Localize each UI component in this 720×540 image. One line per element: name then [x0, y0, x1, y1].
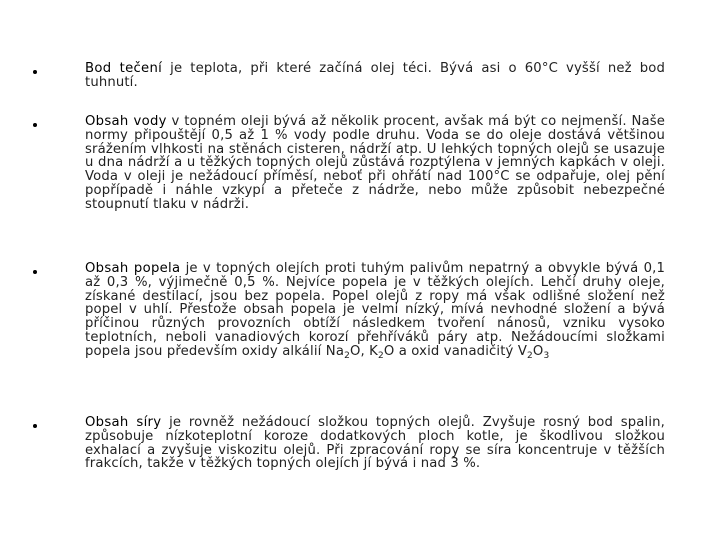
paragraph-water-content — [85, 115, 665, 212]
subscript-k: 2 — [377, 350, 384, 361]
formula-text-v: O a oxid vanadičitý V — [383, 343, 528, 359]
paragraph-sulfur-content — [85, 416, 665, 471]
paragraph-ash-content — [85, 262, 665, 359]
subscript-v: 2 — [527, 350, 533, 361]
bullet-icon — [33, 70, 37, 74]
bullet-icon — [33, 123, 37, 127]
bullet-icon — [33, 424, 37, 428]
term-sulfur-content: Obsah síry — [85, 415, 162, 430]
body-sulfur-content: je rovněž nežádoucí složkou topných olejů. Zvyšuje rosný bod spalin, způsobuje nízkoteplotní koroze dodatkových ploch kotle, je škodlivou složkou exhalací a zvyšuje viskozitu olejů. Při zpracování ropy se síra koncentruje v těžších frakcích, takže v těžkých topných olejích jí bývá i nad 3 %. — [85, 415, 665, 472]
term-water-content: Obsah vody — [85, 114, 167, 129]
body-pour-point: je teplota, při které začíná olej téci. Bývá asi o 60°C vyšší než bod tuhnutí. — [85, 61, 665, 90]
body-water-content: v topném oleji bývá až několik procent, avšak má být co nejmenší. Naše normy připouštějí 0,5 až 1 % vody podle druhu. Voda se do oleje dostává většinou srážením vlhkosti na stěnách cisteren, nádrží atp. U lehkých topných olejů se usazuje u dna nádrží a u těžkých topných olejů zůstává rozptýlena v jemných kapkách v oleji. Voda v oleji je nežádoucí příměsí, neboť při ohřátí nad 100°C se odpařuje, olej pění popřípadě i náhle vzkypí a přeteče z nádrže, nebo může způsobit nebezpečné stoupnutí tlaku v nádrži. — [85, 114, 665, 212]
formula-text-k: O, K — [349, 343, 378, 359]
body-ash-content: je v topných olejích proti tuhým palivům nepatrný a obvykle bývá 0,1 až 0,3 %, výjimečně 0,5 %. Nejvíce popela je v těžkých olejích. Lehčí druhy oleje, získané destilací, jsou bez popela. Popel olejů z ropy má však odlišné složení než popel v uhlí. Přestože obsah popela je velmi nízký, mívá nevhodné složení a bývá příčinou různých provozních obtíží následkem tvoření nánosů, vzniku vysoko teplotních, neboli vanadiových korozí přehříváků páry atp. Nežádoucími složkami popela jsou především oxidy alkálií Na — [85, 261, 666, 359]
subscript-o: 3 — [543, 350, 550, 361]
subscript-na: 2 — [344, 350, 350, 361]
bullet-icon — [33, 270, 37, 274]
term-pour-point: Bod tečení — [85, 61, 163, 76]
paragraph-pour-point — [85, 62, 665, 90]
formula-text-o: O — [532, 343, 544, 359]
term-ash-content: Obsah popela — [85, 261, 181, 276]
